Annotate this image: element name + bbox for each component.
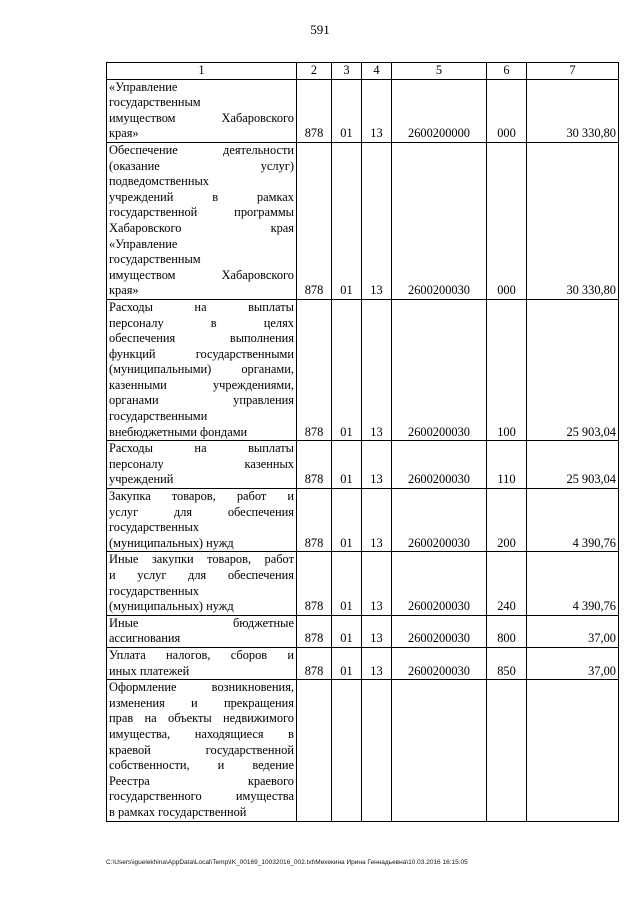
amount-cell: 30 330,80	[527, 142, 619, 299]
expense-name-line: Хабаровского края	[109, 220, 294, 235]
page-number: 591	[310, 22, 330, 37]
ministry-code-cell: 878	[297, 647, 332, 679]
target-article-cell: 2600200030	[392, 552, 487, 615]
subsection-code-cell: 13	[362, 441, 392, 489]
table-header-row	[107, 63, 619, 80]
expense-name-line: (муниципальных) нужд	[109, 599, 234, 614]
subsection-code-cell: 13	[362, 299, 392, 440]
table-row	[107, 680, 619, 821]
expense-name-cell	[107, 489, 297, 552]
expense-name-line: Уплата налогов, сборов и	[109, 647, 294, 662]
ministry-code-cell: 878	[297, 615, 332, 647]
header-col-6: 6	[487, 63, 527, 80]
table-row	[107, 299, 619, 440]
table-body	[107, 79, 619, 821]
expense-name-cell	[107, 441, 297, 489]
expense-name-line: персоналу в целях	[109, 315, 294, 330]
expense-name-line: органами управления	[109, 393, 294, 408]
subsection-code-cell: 13	[362, 615, 392, 647]
expense-name-line: (муниципальных) нужд	[109, 535, 234, 550]
section-code-cell: 01	[332, 142, 362, 299]
expense-name-cell	[107, 647, 297, 679]
expense-type-cell: 800	[487, 615, 527, 647]
table-row	[107, 552, 619, 615]
section-code-cell	[332, 680, 362, 821]
subsection-code-cell: 13	[362, 647, 392, 679]
expense-name-line: Иные закупки товаров, работ	[109, 552, 294, 567]
target-article-cell	[392, 680, 487, 821]
expense-name-line: государственной программы	[109, 205, 294, 220]
section-code-cell: 01	[332, 441, 362, 489]
ministry-code-cell: 878	[297, 79, 332, 142]
expense-name-line: Иные бюджетные	[109, 615, 294, 630]
amount-cell: 37,00	[527, 647, 619, 679]
expense-name-line: имущества, находящиеся в	[109, 726, 294, 741]
ministry-code-cell: 878	[297, 489, 332, 552]
expense-name-line: Расходы на выплаты	[109, 441, 294, 456]
expense-name-line: (оказание услуг)	[109, 158, 294, 173]
section-code-cell: 01	[332, 647, 362, 679]
expense-name-line: государственным	[109, 252, 201, 267]
expense-type-cell: 240	[487, 552, 527, 615]
target-article-cell: 2600200030	[392, 142, 487, 299]
subsection-code-cell	[362, 680, 392, 821]
expense-name-line: ассигнования	[109, 631, 181, 646]
header-col-1: 1	[107, 63, 297, 80]
subsection-code-cell: 13	[362, 142, 392, 299]
expense-name-line: внебюджетными фондами	[109, 424, 248, 439]
target-article-cell: 2600200000	[392, 79, 487, 142]
table-row	[107, 615, 619, 647]
subsection-code-cell: 13	[362, 489, 392, 552]
header-col-7: 7	[527, 63, 619, 80]
ministry-code-cell: 878	[297, 299, 332, 440]
table-row	[107, 79, 619, 142]
expense-name-line: края»	[109, 126, 139, 141]
expense-name-line: собственности, и ведение	[109, 758, 294, 773]
table-row	[107, 489, 619, 552]
expense-name-line: краевой государственной	[109, 742, 294, 757]
header-col-4: 4	[362, 63, 392, 80]
expense-name-line: края»	[109, 283, 139, 298]
budget-table	[106, 62, 619, 822]
expense-name-line: государственных	[109, 583, 200, 598]
expense-name-cell	[107, 299, 297, 440]
expense-name-line: прав на объекты недвижимого	[109, 711, 294, 726]
expense-name-line: Оформление возникновения,	[109, 680, 294, 695]
expense-name-line: «Управление	[109, 79, 178, 94]
expense-name-line: имуществом Хабаровского	[109, 110, 294, 125]
section-code-cell: 01	[332, 299, 362, 440]
expense-type-cell: 110	[487, 441, 527, 489]
expense-name-line: Расходы на выплаты	[109, 299, 294, 314]
ministry-code-cell: 878	[297, 441, 332, 489]
expense-name-line: Закупка товаров, работ и	[109, 489, 294, 504]
expense-type-cell: 000	[487, 142, 527, 299]
expense-name-line: иных платежей	[109, 663, 190, 678]
target-article-cell: 2600200030	[392, 441, 487, 489]
target-article-cell: 2600200030	[392, 647, 487, 679]
expense-type-cell: 200	[487, 489, 527, 552]
expense-name-line: государственным	[109, 95, 201, 110]
table-row	[107, 441, 619, 489]
ministry-code-cell: 878	[297, 142, 332, 299]
amount-cell	[527, 680, 619, 821]
amount-cell: 4 390,76	[527, 489, 619, 552]
expense-name-line: имуществом Хабаровского	[109, 267, 294, 282]
header-col-2: 2	[297, 63, 332, 80]
expense-name-line: в рамках государственной	[109, 804, 247, 819]
expense-name-cell	[107, 680, 297, 821]
expense-type-cell: 100	[487, 299, 527, 440]
ministry-code-cell: 878	[297, 552, 332, 615]
section-code-cell: 01	[332, 79, 362, 142]
subsection-code-cell: 13	[362, 552, 392, 615]
ministry-code-cell	[297, 680, 332, 821]
expense-name-line: подведомственных	[109, 174, 209, 189]
expense-name-line: услуг для обеспечения	[109, 504, 294, 519]
expense-name-line: Обеспечение деятельности	[109, 142, 294, 157]
file-path-footer: C:\Users\iguelekhina\AppData\Local\Temp\IK_00169_10032016_002.txt\Мехекина Ирина Геннадьевна\10.03.2016 16:15:05	[106, 859, 468, 866]
target-article-cell: 2600200030	[392, 299, 487, 440]
expense-name-line: учреждений	[109, 472, 174, 487]
expense-name-line: казенными учреждениями,	[109, 377, 294, 392]
section-code-cell: 01	[332, 489, 362, 552]
header-col-3: 3	[332, 63, 362, 80]
expense-type-cell	[487, 680, 527, 821]
expense-name-line: (муниципальными) органами,	[109, 362, 294, 377]
expense-name-cell	[107, 142, 297, 299]
target-article-cell: 2600200030	[392, 615, 487, 647]
expense-name-line: государственных	[109, 520, 200, 535]
target-article-cell: 2600200030	[392, 489, 487, 552]
expense-name-line: и услуг для обеспечения	[109, 568, 294, 582]
table-row	[107, 142, 619, 299]
expense-type-cell: 850	[487, 647, 527, 679]
subsection-code-cell: 13	[362, 79, 392, 142]
header-col-5: 5	[392, 63, 487, 80]
expense-name-line: обеспечения выполнения	[109, 331, 294, 346]
expense-type-cell: 000	[487, 79, 527, 142]
expense-name-line: учреждений в рамках	[109, 189, 294, 204]
section-code-cell: 01	[332, 615, 362, 647]
expense-name-line: функций государственными	[109, 346, 294, 361]
section-code-cell: 01	[332, 552, 362, 615]
amount-cell: 4 390,76	[527, 552, 619, 615]
amount-cell: 25 903,04	[527, 299, 619, 440]
table-row	[107, 647, 619, 679]
expense-name-cell	[107, 615, 297, 647]
amount-cell: 37,00	[527, 615, 619, 647]
expense-name-cell	[107, 552, 297, 615]
amount-cell: 30 330,80	[527, 79, 619, 142]
expense-name-line: государственного имущества	[109, 789, 294, 804]
expense-name-line: персоналу казенных	[109, 456, 294, 471]
expense-name-cell	[107, 79, 297, 142]
expense-name-line: государственными	[109, 409, 208, 424]
expense-name-line: «Управление	[109, 236, 178, 251]
expense-name-line: Реестра краевого	[109, 773, 294, 788]
expense-name-line: изменения и прекращения	[109, 695, 294, 710]
amount-cell: 25 903,04	[527, 441, 619, 489]
